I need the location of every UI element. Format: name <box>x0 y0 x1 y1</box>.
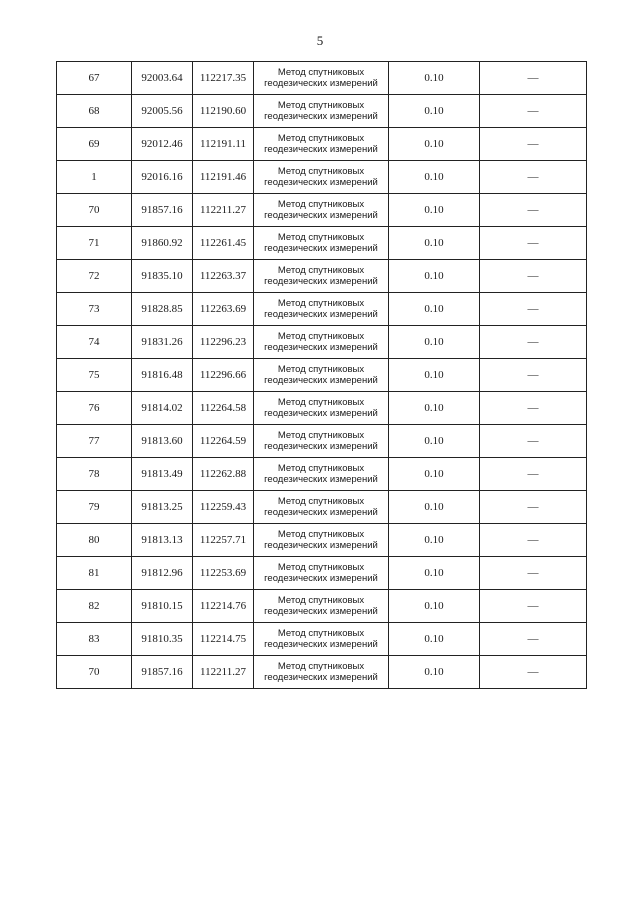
method-line-2: геодезических измерений <box>264 408 378 419</box>
accuracy-cell: 0.10 <box>389 590 480 623</box>
x-coordinate-cell: 91813.49 <box>132 458 193 491</box>
method-cell <box>254 293 389 326</box>
method-cell <box>254 392 389 425</box>
method-cell <box>254 95 389 128</box>
method-line-2: геодезических измерений <box>264 639 378 650</box>
description-cell: — <box>480 656 587 689</box>
method-line-2: геодезических измерений <box>264 606 378 617</box>
method-line-1: Метод спутниковых <box>277 496 365 507</box>
x-coordinate-cell: 91812.96 <box>132 557 193 590</box>
description-cell: — <box>480 392 587 425</box>
method-line-2: геодезических измерений <box>264 672 378 683</box>
point-number-cell: 72 <box>57 260 132 293</box>
description-cell: — <box>480 95 587 128</box>
accuracy-cell: 0.10 <box>389 425 480 458</box>
method-cell <box>254 260 389 293</box>
method-cell <box>254 623 389 656</box>
point-number-cell: 67 <box>57 62 132 95</box>
method-line-2: геодезических измерений <box>264 243 378 254</box>
y-coordinate-cell: 112263.37 <box>193 260 254 293</box>
method-line-1: Метод спутниковых <box>277 430 365 441</box>
x-coordinate-cell: 92003.64 <box>132 62 193 95</box>
method-line-2: геодезических измерений <box>264 342 378 353</box>
accuracy-cell: 0.10 <box>389 458 480 491</box>
table-row <box>57 227 587 260</box>
method-line-1: Метод спутниковых <box>277 364 365 375</box>
y-coordinate-cell: 112263.69 <box>193 293 254 326</box>
point-number-cell: 80 <box>57 524 132 557</box>
method-line-1: Метод спутниковых <box>277 199 365 210</box>
method-cell <box>254 590 389 623</box>
point-number-cell: 78 <box>57 458 132 491</box>
table-row <box>57 623 587 656</box>
method-cell <box>254 326 389 359</box>
accuracy-cell: 0.10 <box>389 359 480 392</box>
y-coordinate-cell: 112214.76 <box>193 590 254 623</box>
method-line-1: Метод спутниковых <box>277 595 365 606</box>
description-cell: — <box>480 491 587 524</box>
table-row <box>57 425 587 458</box>
method-cell <box>254 128 389 161</box>
point-number-cell: 82 <box>57 590 132 623</box>
description-cell: — <box>480 260 587 293</box>
table-row <box>57 194 587 227</box>
table-row <box>57 524 587 557</box>
point-number-cell: 69 <box>57 128 132 161</box>
x-coordinate-cell: 91860.92 <box>132 227 193 260</box>
point-number-cell: 81 <box>57 557 132 590</box>
accuracy-cell: 0.10 <box>389 392 480 425</box>
y-coordinate-cell: 112190.60 <box>193 95 254 128</box>
y-coordinate-cell: 112264.58 <box>193 392 254 425</box>
method-cell <box>254 62 389 95</box>
table-row <box>57 128 587 161</box>
point-number-cell: 68 <box>57 95 132 128</box>
accuracy-cell: 0.10 <box>389 194 480 227</box>
description-cell: — <box>480 128 587 161</box>
method-cell <box>254 425 389 458</box>
x-coordinate-cell: 91813.25 <box>132 491 193 524</box>
method-line-1: Метод спутниковых <box>277 265 365 276</box>
y-coordinate-cell: 112217.35 <box>193 62 254 95</box>
table-row <box>57 62 587 95</box>
point-number-cell: 83 <box>57 623 132 656</box>
point-number-cell: 76 <box>57 392 132 425</box>
x-coordinate-cell: 91813.60 <box>132 425 193 458</box>
accuracy-cell: 0.10 <box>389 260 480 293</box>
method-line-2: геодезических измерений <box>264 507 378 518</box>
method-line-1: Метод спутниковых <box>277 67 365 78</box>
method-line-2: геодезических измерений <box>264 78 378 89</box>
method-line-1: Метод спутниковых <box>277 166 365 177</box>
description-cell: — <box>480 326 587 359</box>
method-line-2: геодезических измерений <box>264 309 378 320</box>
table-row <box>57 260 587 293</box>
y-coordinate-cell: 112211.27 <box>193 656 254 689</box>
method-cell <box>254 194 389 227</box>
x-coordinate-cell: 91810.15 <box>132 590 193 623</box>
method-cell <box>254 359 389 392</box>
y-coordinate-cell: 112259.43 <box>193 491 254 524</box>
method-line-1: Метод спутниковых <box>277 133 365 144</box>
method-line-1: Метод спутниковых <box>277 463 365 474</box>
method-line-2: геодезических измерений <box>264 210 378 221</box>
point-number-cell: 79 <box>57 491 132 524</box>
point-number-cell: 70 <box>57 194 132 227</box>
y-coordinate-cell: 112296.66 <box>193 359 254 392</box>
accuracy-cell: 0.10 <box>389 623 480 656</box>
table-row <box>57 392 587 425</box>
description-cell: — <box>480 194 587 227</box>
description-cell: — <box>480 359 587 392</box>
accuracy-cell: 0.10 <box>389 227 480 260</box>
method-line-2: геодезических измерений <box>264 177 378 188</box>
method-line-2: геодезических измерений <box>264 474 378 485</box>
y-coordinate-cell: 112257.71 <box>193 524 254 557</box>
method-line-2: геодезических измерений <box>264 375 378 386</box>
x-coordinate-cell: 92005.56 <box>132 95 193 128</box>
x-coordinate-cell: 91813.13 <box>132 524 193 557</box>
table-row <box>57 95 587 128</box>
accuracy-cell: 0.10 <box>389 128 480 161</box>
table-row <box>57 656 587 689</box>
method-line-1: Метод спутниковых <box>277 661 365 672</box>
method-cell <box>254 161 389 194</box>
y-coordinate-cell: 112264.59 <box>193 425 254 458</box>
method-line-1: Метод спутниковых <box>277 529 365 540</box>
table-row <box>57 359 587 392</box>
point-number-cell: 70 <box>57 656 132 689</box>
method-cell <box>254 524 389 557</box>
description-cell: — <box>480 227 587 260</box>
table-row <box>57 458 587 491</box>
point-number-cell: 71 <box>57 227 132 260</box>
table-row <box>57 326 587 359</box>
table-row <box>57 491 587 524</box>
method-cell <box>254 557 389 590</box>
x-coordinate-cell: 91810.35 <box>132 623 193 656</box>
x-coordinate-cell: 91831.26 <box>132 326 193 359</box>
method-cell <box>254 656 389 689</box>
y-coordinate-cell: 112296.23 <box>193 326 254 359</box>
description-cell: — <box>480 293 587 326</box>
y-coordinate-cell: 112191.11 <box>193 128 254 161</box>
y-coordinate-cell: 112262.88 <box>193 458 254 491</box>
description-cell: — <box>480 524 587 557</box>
method-line-2: геодезических измерений <box>264 276 378 287</box>
table-row <box>57 293 587 326</box>
y-coordinate-cell: 112214.75 <box>193 623 254 656</box>
accuracy-cell: 0.10 <box>389 656 480 689</box>
x-coordinate-cell: 91828.85 <box>132 293 193 326</box>
accuracy-cell: 0.10 <box>389 161 480 194</box>
method-line-1: Метод спутниковых <box>277 628 365 639</box>
point-number-cell: 1 <box>57 161 132 194</box>
method-line-2: геодезических измерений <box>264 111 378 122</box>
y-coordinate-cell: 112191.46 <box>193 161 254 194</box>
accuracy-cell: 0.10 <box>389 326 480 359</box>
table-row <box>57 590 587 623</box>
point-number-cell: 73 <box>57 293 132 326</box>
x-coordinate-cell: 91814.02 <box>132 392 193 425</box>
method-cell <box>254 227 389 260</box>
x-coordinate-cell: 91835.10 <box>132 260 193 293</box>
point-number-cell: 77 <box>57 425 132 458</box>
point-number-cell: 75 <box>57 359 132 392</box>
method-cell <box>254 491 389 524</box>
description-cell: — <box>480 623 587 656</box>
accuracy-cell: 0.10 <box>389 62 480 95</box>
method-line-2: геодезических измерений <box>264 573 378 584</box>
method-line-1: Метод спутниковых <box>277 298 365 309</box>
method-line-1: Метод спутниковых <box>277 232 365 243</box>
y-coordinate-cell: 112253.69 <box>193 557 254 590</box>
x-coordinate-cell: 92016.16 <box>132 161 193 194</box>
description-cell: — <box>480 161 587 194</box>
page-number: 5 <box>316 33 324 48</box>
table-row <box>57 161 587 194</box>
coordinates-table-body <box>57 62 587 689</box>
description-cell: — <box>480 62 587 95</box>
description-cell: — <box>480 425 587 458</box>
accuracy-cell: 0.10 <box>389 524 480 557</box>
accuracy-cell: 0.10 <box>389 293 480 326</box>
method-line-1: Метод спутниковых <box>277 331 365 342</box>
x-coordinate-cell: 91816.48 <box>132 359 193 392</box>
method-cell <box>254 458 389 491</box>
method-line-1: Метод спутниковых <box>277 397 365 408</box>
coordinates-table <box>56 61 587 689</box>
method-line-2: геодезических измерений <box>264 441 378 452</box>
x-coordinate-cell: 91857.16 <box>132 194 193 227</box>
method-line-1: Метод спутниковых <box>277 562 365 573</box>
y-coordinate-cell: 112211.27 <box>193 194 254 227</box>
accuracy-cell: 0.10 <box>389 557 480 590</box>
table-row <box>57 557 587 590</box>
y-coordinate-cell: 112261.45 <box>193 227 254 260</box>
method-line-2: геодезических измерений <box>264 540 378 551</box>
x-coordinate-cell: 92012.46 <box>132 128 193 161</box>
method-line-1: Метод спутниковых <box>277 100 365 111</box>
description-cell: — <box>480 458 587 491</box>
accuracy-cell: 0.10 <box>389 95 480 128</box>
description-cell: — <box>480 557 587 590</box>
description-cell: — <box>480 590 587 623</box>
x-coordinate-cell: 91857.16 <box>132 656 193 689</box>
accuracy-cell: 0.10 <box>389 491 480 524</box>
method-line-2: геодезических измерений <box>264 144 378 155</box>
point-number-cell: 74 <box>57 326 132 359</box>
